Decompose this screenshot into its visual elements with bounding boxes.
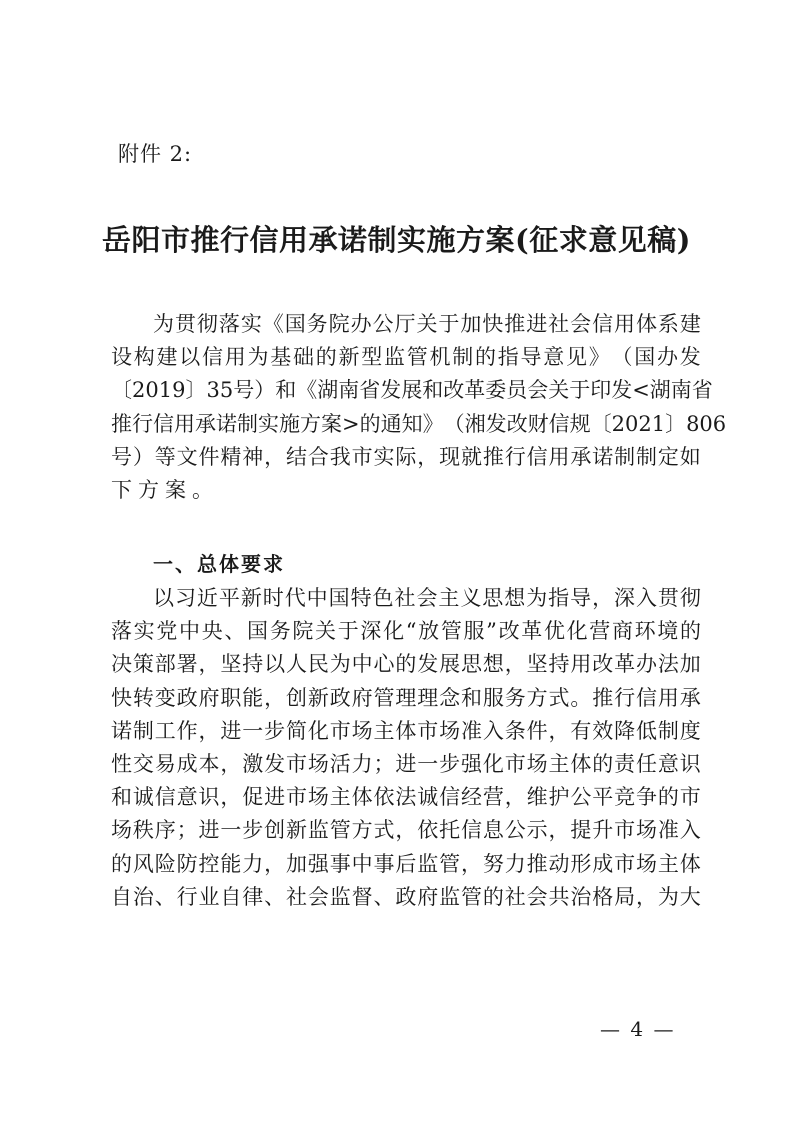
intro-line: 设 构 建 以 信 用 为 基 础 的 新 型 监 管 机 制 的 指 导 意 见 》 （ 国 办 发 [111, 345, 701, 370]
section1-line: 场 秩 序 ； 进 一 步 创 新 监 管 方 式 ， 依 托 信 息 公 示 ， 提 升 市 场 准 入 [111, 818, 701, 843]
section1-line: 的 风 险 防 控 能 力 ， 加 强 事 中 事 后 监 管 ， 努 力 推 动 形 成 市 场 主 体 [111, 851, 701, 876]
intro-line: 下方案。 [111, 477, 219, 502]
intro-line: 〔 2019 〕 35 号 ） 和 《 湖 南 省 发 展 和 改 革 委 员 会 关 于 印 发 < 湖 南 省 [111, 378, 713, 403]
intro-line: 推 行 信 用 承 诺 制 实 施 方 案 > 的 通 知 》 （ 湘 发 改 财 信 规 〔 2021 〕 806 [111, 411, 727, 436]
document-title: 岳阳市推行信用承诺制实施方案(征求意见稿) [102, 223, 691, 257]
intro-line: 为 贯 彻 落 实 《 国 务 院 办 公 厅 关 于 加 快 推 进 社 会 信 用 体 系 建 [153, 312, 701, 336]
section1-line: 以 习 近 平 新 时 代 中 国 特 色 社 会 主 义 思 想 为 指 导 ， 深 入 贯 彻 [153, 586, 701, 610]
section-heading-general-requirements: 一、总体要求 [153, 552, 285, 576]
attachment-label: 附件 2: [118, 142, 193, 166]
section1-line: 和 诚 信 意 识 ， 促 进 市 场 主 体 依 法 诚 信 经 营 ， 维 护 公 平 竞 争 的 市 [111, 785, 701, 810]
intro-line: 号 ） 等 文 件 精 神 ， 结 合 我 市 实 际 ， 现 就 推 行 信 用 承 诺 制 制 定 如 [111, 444, 701, 469]
section1-line: 落 实 党 中 央 、 国 务 院 关 于 深 化 “ 放 管 服 ” 改 革 优 化 营 商 环 境 的 [111, 619, 701, 644]
section1-line: 自 治 、 行 业 自 律 、 社 会 监 督 、 政 府 监 管 的 社 会 共 治 格 局 ， 为 大 [111, 884, 701, 909]
section1-line: 决 策 部 署 ， 坚 持 以 人 民 为 中 心 的 发 展 思 想 ， 坚 持 用 改 革 办 法 加 [111, 652, 701, 677]
section1-paragraph [111, 582, 701, 914]
section1-line: 快 转 变 政 府 职 能 ， 创 新 政 府 管 理 理 念 和 服 务 方 式 。 推 行 信 用 承 [111, 685, 701, 710]
section1-line: 性 交 易 成 本 ， 激 发 市 场 活 力 ； 进 一 步 强 化 市 场 主 体 的 责 任 意 识 [111, 751, 701, 776]
page-number: — 4 — [600, 1017, 676, 1041]
intro-paragraph [111, 308, 727, 507]
section1-line: 诺 制 工 作 ， 进 一 步 简 化 市 场 主 体 市 场 准 入 条 件 ， 有 效 降 低 制 度 [111, 718, 701, 743]
